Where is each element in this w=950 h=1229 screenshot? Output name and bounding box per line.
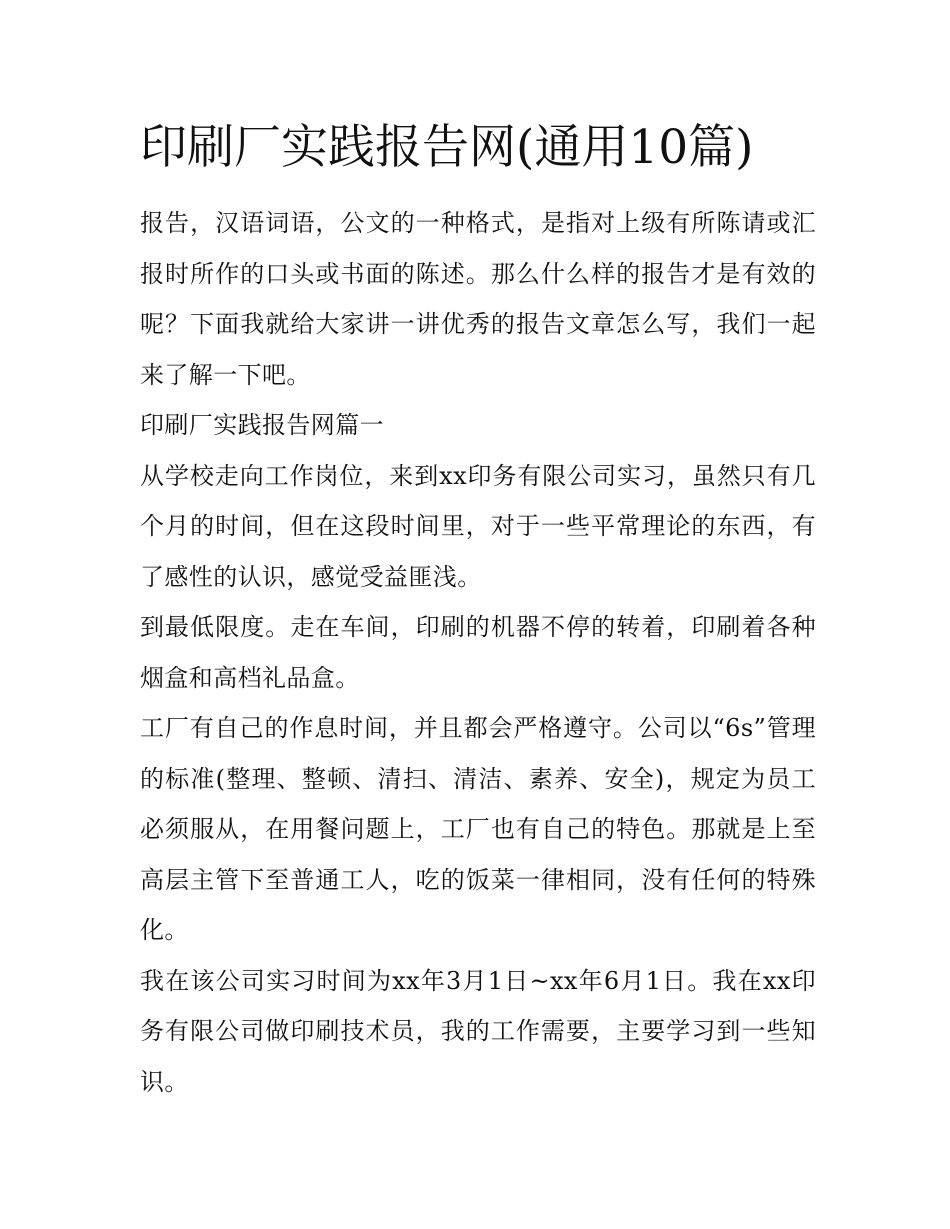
document-title: 印刷厂实践报告网(通用10篇) (140, 120, 754, 175)
paragraph-internship-start: 从学校走向工作岗位，来到xx印务有限公司实习，虽然只有几个月的时间，但在这段时间里，对于一些平常理论的东西，有了感性的认识，感觉受益匪浅。 (140, 461, 816, 591)
paragraph-intro: 报告，汉语词语，公文的一种格式，是指对上级有所陈请或汇报时所作的口头或书面的陈述。那么什么样的报告才是有效的呢？下面我就给大家讲一讲优秀的报告文章怎么写，我们一起来了解一下吧。 (140, 209, 816, 389)
paragraph-factory-rules: 工厂有自己的作息时间，并且都会严格遵守。公司以“6s”管理的标准(整理、整顿、清扫、清洁、素养、安全)，规定为员工必须服从，在用餐问题上，工厂也有自己的特色。那就是上至高层主管下至普通工人，吃的饭菜一律相同，没有任何的特殊化。 (140, 714, 816, 944)
document-page (140, 112, 816, 1107)
section-heading-1: 印刷厂实践报告网篇一 (140, 411, 384, 439)
paragraph-internship-period: 我在该公司实习时间为xx年3月1日~xx年6月1日。我在xx印务有限公司做印刷技术员，我的工作需要，主要学习到一些知识。 (140, 966, 816, 1096)
paragraph-workshop: 到最低限度。走在车间，印刷的机器不停的转着，印刷着各种烟盒和高档礼品盒。 (140, 613, 816, 692)
